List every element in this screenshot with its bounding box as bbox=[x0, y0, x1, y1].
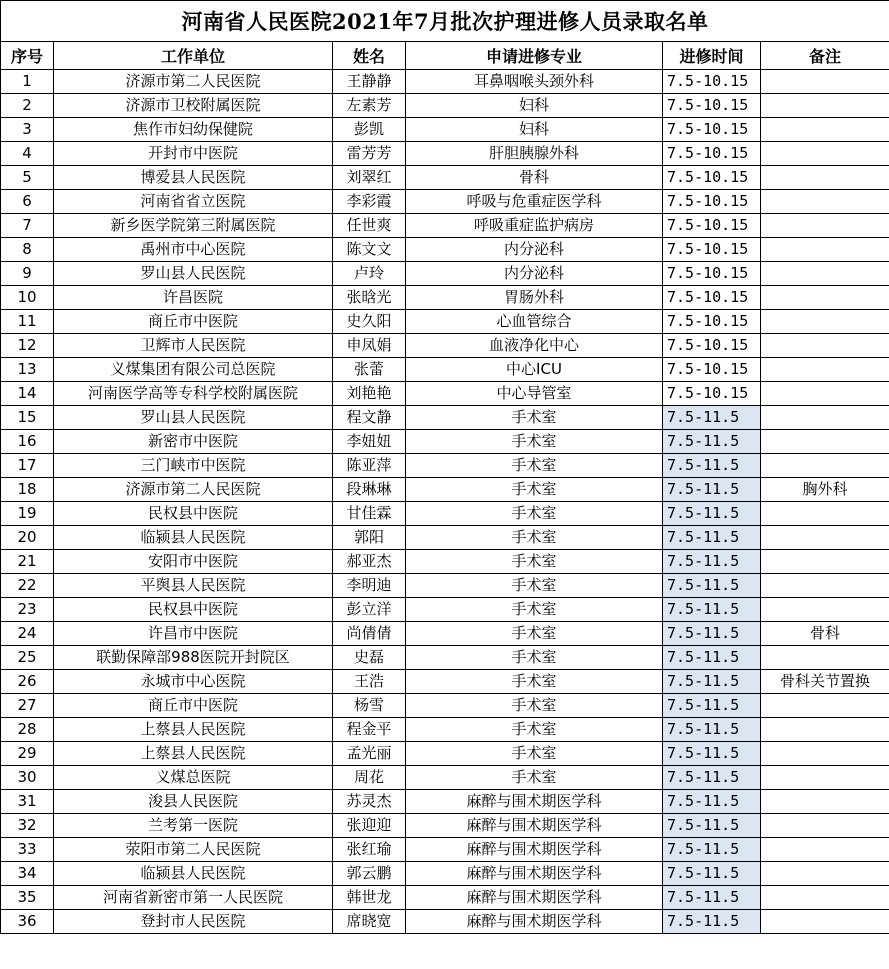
name-cell: 王浩 bbox=[333, 670, 406, 694]
note-cell bbox=[761, 118, 889, 142]
table-row bbox=[1, 526, 889, 550]
note-cell bbox=[761, 70, 889, 94]
specialty-cell: 中心导管室 bbox=[406, 382, 663, 406]
period-cell: 7.5-11.5 bbox=[663, 406, 761, 430]
specialty-cell: 手术室 bbox=[406, 718, 663, 742]
note-cell bbox=[761, 94, 889, 118]
table-row bbox=[1, 622, 889, 646]
period-cell: 7.5-11.5 bbox=[663, 790, 761, 814]
specialty-cell: 麻醉与围术期医学科 bbox=[406, 790, 663, 814]
table-row bbox=[1, 454, 889, 478]
period-cell: 7.5-11.5 bbox=[663, 814, 761, 838]
unit-cell: 三门峡市中医院 bbox=[54, 454, 333, 478]
unit-cell: 许昌医院 bbox=[54, 286, 333, 310]
period-cell: 7.5-11.5 bbox=[663, 838, 761, 862]
unit-cell: 兰考第一医院 bbox=[54, 814, 333, 838]
specialty-cell: 呼吸重症监护病房 bbox=[406, 214, 663, 238]
period-cell: 7.5-10.15 bbox=[663, 142, 761, 166]
specialty-cell: 手术室 bbox=[406, 766, 663, 790]
name-cell: 雷芳芳 bbox=[333, 142, 406, 166]
unit-cell: 民权县中医院 bbox=[54, 598, 333, 622]
period-cell: 7.5-10.15 bbox=[663, 382, 761, 406]
unit-cell: 河南省省立医院 bbox=[54, 190, 333, 214]
specialty-cell: 手术室 bbox=[406, 574, 663, 598]
note-cell bbox=[761, 886, 889, 910]
table-row bbox=[1, 190, 889, 214]
seq-cell: 34 bbox=[1, 862, 54, 886]
unit-cell: 罗山县人民医院 bbox=[54, 406, 333, 430]
period-cell: 7.5-11.5 bbox=[663, 718, 761, 742]
name-cell: 张红瑜 bbox=[333, 838, 406, 862]
table-row bbox=[1, 118, 889, 142]
unit-cell: 济源市第二人民医院 bbox=[54, 478, 333, 502]
unit-cell: 民权县中医院 bbox=[54, 502, 333, 526]
specialty-cell: 手术室 bbox=[406, 550, 663, 574]
table-row bbox=[1, 694, 889, 718]
note-cell bbox=[761, 430, 889, 454]
name-cell: 李彩霞 bbox=[333, 190, 406, 214]
period-cell: 7.5-10.15 bbox=[663, 166, 761, 190]
specialty-cell: 手术室 bbox=[406, 502, 663, 526]
name-cell: 刘翠红 bbox=[333, 166, 406, 190]
note-cell: 骨科 bbox=[761, 622, 889, 646]
note-cell bbox=[761, 142, 889, 166]
note-cell bbox=[761, 214, 889, 238]
seq-cell: 29 bbox=[1, 742, 54, 766]
unit-cell: 济源市卫校附属医院 bbox=[54, 94, 333, 118]
seq-cell: 32 bbox=[1, 814, 54, 838]
note-cell: 骨科关节置换 bbox=[761, 670, 889, 694]
header-name: 姓名 bbox=[333, 42, 406, 70]
table-row bbox=[1, 94, 889, 118]
specialty-cell: 肝胆胰腺外科 bbox=[406, 142, 663, 166]
name-cell: 左素芳 bbox=[333, 94, 406, 118]
table-row bbox=[1, 886, 889, 910]
seq-cell: 18 bbox=[1, 478, 54, 502]
unit-cell: 卫辉市人民医院 bbox=[54, 334, 333, 358]
period-cell: 7.5-11.5 bbox=[663, 478, 761, 502]
name-cell: 李妞妞 bbox=[333, 430, 406, 454]
seq-cell: 17 bbox=[1, 454, 54, 478]
name-cell: 段琳琳 bbox=[333, 478, 406, 502]
name-cell: 甘佳霖 bbox=[333, 502, 406, 526]
unit-cell: 新乡医学院第三附属医院 bbox=[54, 214, 333, 238]
specialty-cell: 手术室 bbox=[406, 598, 663, 622]
note-cell bbox=[761, 862, 889, 886]
specialty-cell: 麻醉与围术期医学科 bbox=[406, 862, 663, 886]
period-cell: 7.5-10.15 bbox=[663, 94, 761, 118]
unit-cell: 河南省新密市第一人民医院 bbox=[54, 886, 333, 910]
specialty-cell: 手术室 bbox=[406, 622, 663, 646]
period-cell: 7.5-11.5 bbox=[663, 694, 761, 718]
name-cell: 程金平 bbox=[333, 718, 406, 742]
specialty-cell: 麻醉与围术期医学科 bbox=[406, 886, 663, 910]
specialty-cell: 耳鼻咽喉头颈外科 bbox=[406, 70, 663, 94]
period-cell: 7.5-11.5 bbox=[663, 430, 761, 454]
specialty-cell: 内分泌科 bbox=[406, 262, 663, 286]
note-cell bbox=[761, 766, 889, 790]
table-row bbox=[1, 910, 889, 934]
seq-cell: 28 bbox=[1, 718, 54, 742]
note-cell bbox=[761, 190, 889, 214]
unit-cell: 博爱县人民医院 bbox=[54, 166, 333, 190]
header-row bbox=[1, 42, 889, 70]
unit-cell: 河南医学高等专科学校附属医院 bbox=[54, 382, 333, 406]
unit-cell: 上蔡县人民医院 bbox=[54, 718, 333, 742]
seq-cell: 4 bbox=[1, 142, 54, 166]
seq-cell: 9 bbox=[1, 262, 54, 286]
seq-cell: 33 bbox=[1, 838, 54, 862]
note-cell bbox=[761, 790, 889, 814]
period-cell: 7.5-11.5 bbox=[663, 646, 761, 670]
period-cell: 7.5-10.15 bbox=[663, 214, 761, 238]
unit-cell: 平舆县人民医院 bbox=[54, 574, 333, 598]
table-row bbox=[1, 598, 889, 622]
seq-cell: 21 bbox=[1, 550, 54, 574]
note-cell bbox=[761, 358, 889, 382]
specialty-cell: 手术室 bbox=[406, 694, 663, 718]
name-cell: 周花 bbox=[333, 766, 406, 790]
name-cell: 郭阳 bbox=[333, 526, 406, 550]
note-cell bbox=[761, 718, 889, 742]
unit-cell: 荥阳市第二人民医院 bbox=[54, 838, 333, 862]
name-cell: 郝亚杰 bbox=[333, 550, 406, 574]
unit-cell: 临颍县人民医院 bbox=[54, 862, 333, 886]
period-cell: 7.5-11.5 bbox=[663, 766, 761, 790]
period-cell: 7.5-11.5 bbox=[663, 742, 761, 766]
specialty-cell: 手术室 bbox=[406, 526, 663, 550]
seq-cell: 14 bbox=[1, 382, 54, 406]
name-cell: 张蕾 bbox=[333, 358, 406, 382]
note-cell bbox=[761, 166, 889, 190]
unit-cell: 开封市中医院 bbox=[54, 142, 333, 166]
period-cell: 7.5-11.5 bbox=[663, 862, 761, 886]
specialty-cell: 手术室 bbox=[406, 430, 663, 454]
unit-cell: 上蔡县人民医院 bbox=[54, 742, 333, 766]
specialty-cell: 手术室 bbox=[406, 406, 663, 430]
note-cell bbox=[761, 454, 889, 478]
seq-cell: 5 bbox=[1, 166, 54, 190]
name-cell: 程文静 bbox=[333, 406, 406, 430]
seq-cell: 12 bbox=[1, 334, 54, 358]
period-cell: 7.5-10.15 bbox=[663, 310, 761, 334]
specialty-cell: 手术室 bbox=[406, 454, 663, 478]
name-cell: 郭云鹏 bbox=[333, 862, 406, 886]
name-cell: 申凤娟 bbox=[333, 334, 406, 358]
name-cell: 陈文文 bbox=[333, 238, 406, 262]
unit-cell: 许昌市中医院 bbox=[54, 622, 333, 646]
table-row bbox=[1, 790, 889, 814]
period-cell: 7.5-11.5 bbox=[663, 910, 761, 934]
unit-cell: 义煤集团有限公司总医院 bbox=[54, 358, 333, 382]
specialty-cell: 胃肠外科 bbox=[406, 286, 663, 310]
name-cell: 孟光丽 bbox=[333, 742, 406, 766]
table-row bbox=[1, 238, 889, 262]
name-cell: 苏灵杰 bbox=[333, 790, 406, 814]
note-cell bbox=[761, 814, 889, 838]
name-cell: 李明迪 bbox=[333, 574, 406, 598]
table-row bbox=[1, 838, 889, 862]
unit-cell: 永城市中心医院 bbox=[54, 670, 333, 694]
unit-cell: 浚县人民医院 bbox=[54, 790, 333, 814]
header-unit: 工作单位 bbox=[54, 42, 333, 70]
table-row bbox=[1, 70, 889, 94]
seq-cell: 15 bbox=[1, 406, 54, 430]
seq-cell: 23 bbox=[1, 598, 54, 622]
table-row bbox=[1, 142, 889, 166]
note-cell bbox=[761, 286, 889, 310]
period-cell: 7.5-10.15 bbox=[663, 190, 761, 214]
specialty-cell: 妇科 bbox=[406, 94, 663, 118]
title-row bbox=[1, 1, 889, 42]
header-period: 进修时间 bbox=[663, 42, 761, 70]
name-cell: 史磊 bbox=[333, 646, 406, 670]
table-row bbox=[1, 286, 889, 310]
note-cell bbox=[761, 574, 889, 598]
unit-cell: 登封市人民医院 bbox=[54, 910, 333, 934]
specialty-cell: 中心ICU bbox=[406, 358, 663, 382]
seq-cell: 30 bbox=[1, 766, 54, 790]
unit-cell: 罗山县人民医院 bbox=[54, 262, 333, 286]
seq-cell: 20 bbox=[1, 526, 54, 550]
table-row bbox=[1, 310, 889, 334]
period-cell: 7.5-11.5 bbox=[663, 622, 761, 646]
note-cell bbox=[761, 694, 889, 718]
table-row bbox=[1, 574, 889, 598]
table-row bbox=[1, 766, 889, 790]
note-cell bbox=[761, 382, 889, 406]
unit-cell: 临颍县人民医院 bbox=[54, 526, 333, 550]
period-cell: 7.5-11.5 bbox=[663, 886, 761, 910]
name-cell: 尚倩倩 bbox=[333, 622, 406, 646]
seq-cell: 10 bbox=[1, 286, 54, 310]
seq-cell: 24 bbox=[1, 622, 54, 646]
specialty-cell: 呼吸与危重症医学科 bbox=[406, 190, 663, 214]
seq-cell: 6 bbox=[1, 190, 54, 214]
name-cell: 张迎迎 bbox=[333, 814, 406, 838]
period-cell: 7.5-11.5 bbox=[663, 454, 761, 478]
table-row bbox=[1, 382, 889, 406]
specialty-cell: 麻醉与围术期医学科 bbox=[406, 814, 663, 838]
seq-cell: 26 bbox=[1, 670, 54, 694]
note-cell bbox=[761, 910, 889, 934]
seq-cell: 19 bbox=[1, 502, 54, 526]
period-cell: 7.5-10.15 bbox=[663, 358, 761, 382]
specialty-cell: 麻醉与围术期医学科 bbox=[406, 910, 663, 934]
note-cell bbox=[761, 238, 889, 262]
period-cell: 7.5-10.15 bbox=[663, 286, 761, 310]
name-cell: 张晗光 bbox=[333, 286, 406, 310]
specialty-cell: 手术室 bbox=[406, 478, 663, 502]
unit-cell: 新密市中医院 bbox=[54, 430, 333, 454]
note-cell bbox=[761, 742, 889, 766]
note-cell bbox=[761, 526, 889, 550]
table-row bbox=[1, 862, 889, 886]
note-cell bbox=[761, 598, 889, 622]
table-row bbox=[1, 358, 889, 382]
note-cell bbox=[761, 550, 889, 574]
note-cell bbox=[761, 838, 889, 862]
name-cell: 杨雪 bbox=[333, 694, 406, 718]
note-cell bbox=[761, 334, 889, 358]
name-cell: 彭凯 bbox=[333, 118, 406, 142]
name-cell: 韩世龙 bbox=[333, 886, 406, 910]
specialty-cell: 骨科 bbox=[406, 166, 663, 190]
name-cell: 陈亚萍 bbox=[333, 454, 406, 478]
document-title: 河南省人民医院2021年7月批次护理进修人员录取名单 bbox=[1, 1, 889, 42]
unit-cell: 焦作市妇幼保健院 bbox=[54, 118, 333, 142]
name-cell: 刘艳艳 bbox=[333, 382, 406, 406]
table-row bbox=[1, 670, 889, 694]
name-cell: 卢玲 bbox=[333, 262, 406, 286]
period-cell: 7.5-11.5 bbox=[663, 598, 761, 622]
specialty-cell: 心血管综合 bbox=[406, 310, 663, 334]
seq-cell: 27 bbox=[1, 694, 54, 718]
table-row bbox=[1, 214, 889, 238]
name-cell: 彭立洋 bbox=[333, 598, 406, 622]
period-cell: 7.5-10.15 bbox=[663, 70, 761, 94]
seq-cell: 1 bbox=[1, 70, 54, 94]
note-cell bbox=[761, 406, 889, 430]
unit-cell: 联勤保障部988医院开封院区 bbox=[54, 646, 333, 670]
name-cell: 史久阳 bbox=[333, 310, 406, 334]
table-row bbox=[1, 742, 889, 766]
unit-cell: 济源市第二人民医院 bbox=[54, 70, 333, 94]
period-cell: 7.5-10.15 bbox=[663, 334, 761, 358]
table-row bbox=[1, 430, 889, 454]
note-cell bbox=[761, 262, 889, 286]
seq-cell: 36 bbox=[1, 910, 54, 934]
seq-cell: 8 bbox=[1, 238, 54, 262]
unit-cell: 商丘市中医院 bbox=[54, 694, 333, 718]
note-cell bbox=[761, 310, 889, 334]
unit-cell: 商丘市中医院 bbox=[54, 310, 333, 334]
table-row bbox=[1, 550, 889, 574]
period-cell: 7.5-10.15 bbox=[663, 118, 761, 142]
seq-cell: 31 bbox=[1, 790, 54, 814]
name-cell: 任世爽 bbox=[333, 214, 406, 238]
seq-cell: 22 bbox=[1, 574, 54, 598]
header-note: 备注 bbox=[761, 42, 889, 70]
period-cell: 7.5-11.5 bbox=[663, 574, 761, 598]
seq-cell: 7 bbox=[1, 214, 54, 238]
header-specialty: 申请进修专业 bbox=[406, 42, 663, 70]
name-cell: 席晓宽 bbox=[333, 910, 406, 934]
period-cell: 7.5-10.15 bbox=[663, 262, 761, 286]
seq-cell: 35 bbox=[1, 886, 54, 910]
specialty-cell: 手术室 bbox=[406, 646, 663, 670]
table-row bbox=[1, 478, 889, 502]
seq-cell: 11 bbox=[1, 310, 54, 334]
table-row bbox=[1, 646, 889, 670]
table-row bbox=[1, 262, 889, 286]
unit-cell: 义煤总医院 bbox=[54, 766, 333, 790]
specialty-cell: 内分泌科 bbox=[406, 238, 663, 262]
specialty-cell: 血液净化中心 bbox=[406, 334, 663, 358]
unit-cell: 安阳市中医院 bbox=[54, 550, 333, 574]
seq-cell: 3 bbox=[1, 118, 54, 142]
table-row bbox=[1, 406, 889, 430]
seq-cell: 13 bbox=[1, 358, 54, 382]
note-cell bbox=[761, 646, 889, 670]
header-seq: 序号 bbox=[1, 42, 54, 70]
seq-cell: 16 bbox=[1, 430, 54, 454]
specialty-cell: 手术室 bbox=[406, 670, 663, 694]
period-cell: 7.5-11.5 bbox=[663, 502, 761, 526]
table-row bbox=[1, 814, 889, 838]
period-cell: 7.5-10.15 bbox=[663, 238, 761, 262]
name-cell: 王静静 bbox=[333, 70, 406, 94]
period-cell: 7.5-11.5 bbox=[663, 526, 761, 550]
note-cell bbox=[761, 502, 889, 526]
table-row bbox=[1, 334, 889, 358]
table-body bbox=[1, 70, 889, 934]
period-cell: 7.5-11.5 bbox=[663, 550, 761, 574]
table-row bbox=[1, 166, 889, 190]
note-cell: 胸外科 bbox=[761, 478, 889, 502]
seq-cell: 25 bbox=[1, 646, 54, 670]
table-row bbox=[1, 718, 889, 742]
specialty-cell: 麻醉与围术期医学科 bbox=[406, 838, 663, 862]
specialty-cell: 妇科 bbox=[406, 118, 663, 142]
unit-cell: 禹州市中心医院 bbox=[54, 238, 333, 262]
specialty-cell: 手术室 bbox=[406, 742, 663, 766]
table-row bbox=[1, 502, 889, 526]
period-cell: 7.5-11.5 bbox=[663, 670, 761, 694]
seq-cell: 2 bbox=[1, 94, 54, 118]
